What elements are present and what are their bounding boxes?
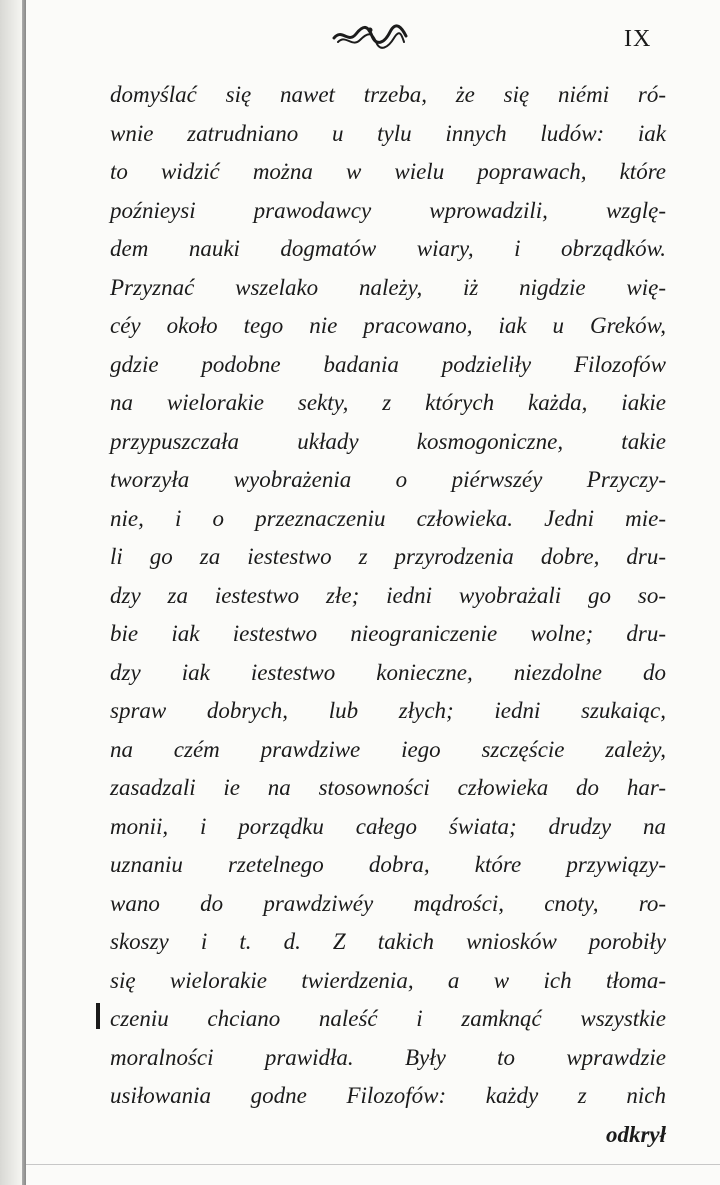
text-line: czeniu chciano naleść i zamknąć wszystkie	[110, 1006, 666, 1031]
text-line: dzy za iestestwo złe; iedni wyobrażali go so-	[110, 582, 666, 608]
page-number: IX	[624, 26, 652, 52]
text-line: dem nauki dogmatów wiary, i obrządków.	[110, 236, 666, 261]
text-line: bie iak iestestwo nieograniczenie wolne; dru-	[110, 621, 666, 646]
text-line: monii, i porządku całego świata; drudzy na	[110, 813, 666, 839]
text-line: céy około tego nie pracowano, iak u Greków,	[110, 313, 666, 338]
page-gutter-shadow	[0, 0, 22, 1185]
text-line: skoszy i t. d. Z takich wniosków porobiły	[110, 929, 666, 954]
text-line: na czém prawdziwe iego szczęście zależy,	[110, 736, 666, 762]
text-line: moralności prawidła. Były to wprawdzie	[110, 1044, 666, 1070]
text-line: Przyznać wszelako należy, iż nigdzie wię-	[110, 274, 666, 300]
text-line: zasadzali ie na stosowności człowieka do har-	[110, 775, 666, 800]
text-line: poźnieysi prawodawcy wprowadzili, wzglę-	[110, 197, 666, 223]
text-line: nie, i o przeznaczeniu człowieka. Jedni mie-	[110, 505, 666, 531]
text-line: dzy iak iestestwo konieczne, niezdolne do	[110, 659, 666, 685]
text-line: usiłowania godne Filozofów: każdy z nich	[110, 1083, 666, 1108]
text-line: gdzie podobne badania podzieliły Filozofów	[110, 351, 666, 377]
catchword: odkrył	[605, 1121, 666, 1147]
text-line: tworzyła wyobrażenia o piérwszéy Przyczy-	[110, 467, 666, 492]
text-line: spraw dobrych, lub złych; iedni szukaiąc,	[110, 698, 666, 723]
text-line: wano do prawdziwéy mądrości, cnoty, ro-	[110, 890, 666, 916]
text-line: uznaniu rzetelnego dobra, które przywiązy-	[110, 852, 666, 877]
text-line: się wielorakie twierdzenia, a w ich tłoma-	[110, 967, 666, 993]
text-line: domyślać się nawet trzeba, że się niémi ró-	[110, 82, 666, 107]
margin-mark	[96, 1003, 100, 1029]
text-line: to widzić można w wielu poprawach, które	[110, 159, 666, 184]
text-line: wnie zatrudniano u tylu innych ludów: iak	[110, 120, 666, 146]
printers-flourish-icon	[332, 22, 408, 50]
binding-edge	[22, 0, 26, 1185]
text-line: przypuszczała układy kosmogoniczne, takie	[110, 428, 666, 454]
body-text	[110, 76, 666, 1154]
text-line: li go za iestestwo z przyrodzenia dobre, dru-	[110, 544, 666, 569]
page-bottom-edge	[26, 1164, 720, 1165]
text-line: na wielorakie sekty, z których każda, iakie	[110, 390, 666, 415]
